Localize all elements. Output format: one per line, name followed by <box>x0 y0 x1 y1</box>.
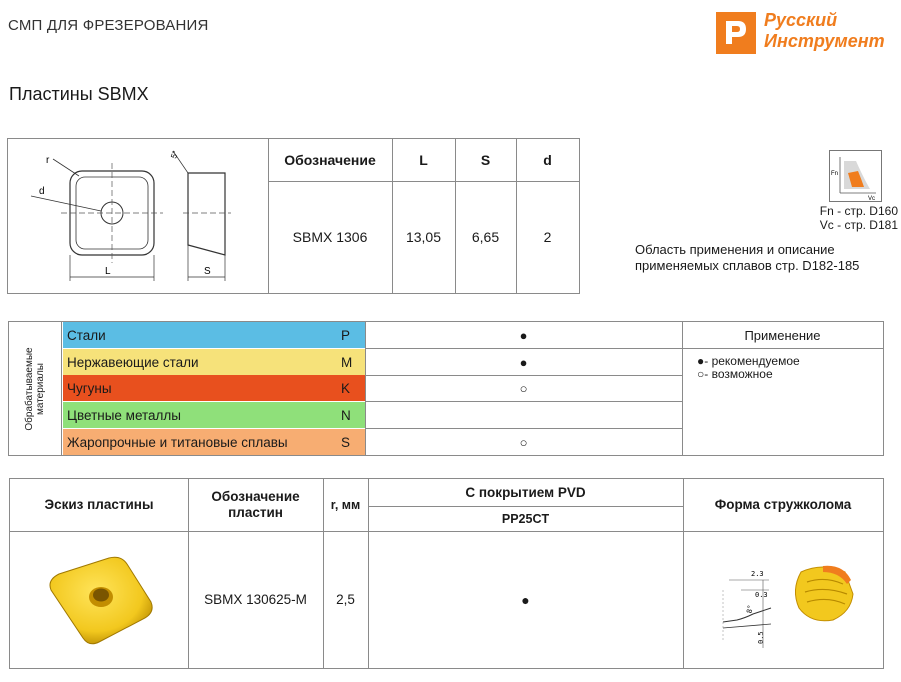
cell-L: 13,05 <box>405 229 442 245</box>
col-header-L: L <box>419 152 428 168</box>
materials-vertical-label: Обрабатываемые материалы <box>24 346 46 431</box>
mark-stainless: ● <box>519 354 528 370</box>
application-header: Применение <box>744 327 821 343</box>
col-header-pvd: С покрытием PVD <box>465 484 586 500</box>
vc-reference: Vc - стр. D181 <box>819 218 898 232</box>
section-title: СМП ДЛЯ ФРЕЗЕРОВАНИЯ <box>8 17 209 34</box>
application-area-note <box>635 242 859 274</box>
logo-line-2: Инструмент <box>764 31 885 51</box>
dim-b: 0.3 <box>755 590 768 599</box>
cutting-data-icon <box>829 150 882 202</box>
area-line-1: Область применения и описание <box>635 242 835 257</box>
drawing-S-label: S <box>204 266 211 277</box>
inserts-table <box>9 478 884 669</box>
drawing-angle-label: 5° <box>169 149 181 160</box>
logo-text <box>764 10 885 52</box>
drawing-L-label: L <box>105 266 111 277</box>
mark-cast-iron: ○ <box>519 380 528 396</box>
mark-steel: ● <box>519 327 528 343</box>
col-header-sketch: Эскиз пластины <box>44 497 154 512</box>
application-legend <box>697 355 800 381</box>
mark-nonferrous <box>365 402 682 428</box>
icon-fn-label: Fn <box>831 171 839 177</box>
cell-radius: 2,5 <box>336 592 355 607</box>
cell-S: 6,65 <box>471 229 500 245</box>
drawing-r-label: r <box>46 155 50 166</box>
reference-pages <box>780 204 898 232</box>
page-title: Пластины SBMX <box>9 84 149 104</box>
mark-superalloys: ○ <box>519 434 528 450</box>
material-row-superalloys: Жаропрочные и титановые сплавы S <box>63 429 365 455</box>
cell-insert-designation: SBMX 130625-M <box>204 592 307 607</box>
area-line-2: применяемых сплавов стр. D182-185 <box>635 258 860 273</box>
material-row-cast-iron: Чугуны K <box>63 375 365 401</box>
materials-table <box>8 321 884 456</box>
drawing-d-label: d <box>39 186 45 197</box>
cell-d: 2 <box>543 229 552 245</box>
legend-recommended: ●- рекомендуемое <box>697 354 800 368</box>
legend-possible: ○- возможное <box>697 367 773 381</box>
col-header-grade: PP25CT <box>501 511 550 526</box>
cell-pvd-mark: ● <box>521 591 530 608</box>
material-row-nonferrous: Цветные металлы N <box>63 402 365 428</box>
fn-reference: Fn - стр. D160 <box>819 204 898 218</box>
col-header-radius: r, мм <box>330 498 361 512</box>
material-row-stainless: Нержавеющие стали M <box>63 349 365 375</box>
insert-image <box>10 531 188 668</box>
col-header-chipbreaker: Форма стружколома <box>714 497 852 512</box>
insert-drawing <box>8 139 268 293</box>
dim-d: 0.5 <box>757 630 765 644</box>
col-header-S: S <box>480 152 491 168</box>
dim-a: 2.3 <box>751 569 764 578</box>
dim-c: 8° <box>745 603 755 614</box>
logo-line-1: Русский <box>764 10 838 30</box>
chipbreaker-drawing <box>683 531 883 668</box>
cell-designation: SBMX 1306 <box>292 229 368 245</box>
col-header-d: d <box>543 152 552 168</box>
col-header-designation: Обозначение <box>284 152 376 168</box>
logo-icon <box>716 12 756 54</box>
col-header-designation: Обозначение пластин <box>211 489 300 520</box>
dimensions-table <box>7 138 580 294</box>
material-row-steel: Стали P <box>63 322 365 348</box>
icon-vc-label: Vc <box>868 196 876 201</box>
